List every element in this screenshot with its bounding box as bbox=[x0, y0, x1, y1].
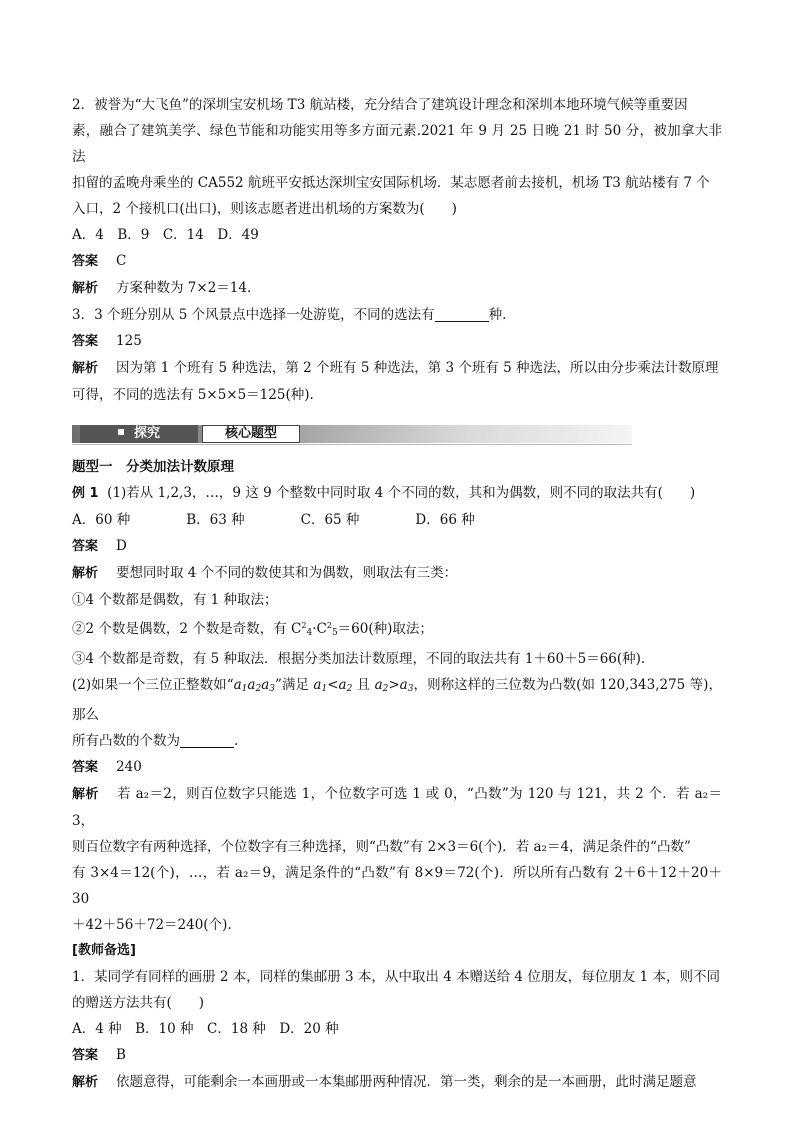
ex2-analysis-cont: ＋42＋56＋72＝240(个). bbox=[72, 917, 232, 933]
case2-dot: ·C bbox=[312, 621, 327, 637]
teacher-q1: 1．某同学有同样的画册 2 本，同样的集邮册 3 本，从中取出 4 本赠送给 4 位朋友，每位朋友 1 本，则不同 bbox=[72, 969, 720, 985]
square-bullet-icon bbox=[118, 429, 124, 435]
ex1-answer: D bbox=[116, 538, 127, 554]
answer-label: 答案 bbox=[72, 254, 99, 269]
q3-analysis-cont: 可得，不同的选法有 5×5×5＝125(种). bbox=[72, 387, 314, 403]
ex2-text: (2)如果一个三位正整数如“ bbox=[72, 677, 234, 693]
fill-blank bbox=[435, 307, 489, 322]
teacher-label: [教师备选] bbox=[72, 943, 136, 958]
type1-heading: 题型一 分类加法计数原理 bbox=[72, 459, 234, 475]
q3-analysis-row bbox=[72, 355, 722, 382]
answer-label: 答案 bbox=[72, 1048, 99, 1063]
comb-sup: 2 bbox=[326, 621, 332, 630]
ex1-stem bbox=[72, 480, 722, 507]
analysis-label: 解析 bbox=[72, 281, 99, 296]
q2-choices: A．4 B．9 C．14 D．49 bbox=[72, 227, 259, 243]
comb-sub: 4 bbox=[306, 628, 313, 638]
teacher-q1-choices: A．4 种 B．10 种 C．18 种 D．20 种 bbox=[72, 1021, 339, 1037]
ex2-answer: 240 bbox=[116, 759, 142, 775]
banner-tag-explore bbox=[80, 425, 198, 443]
q3-stem bbox=[72, 302, 722, 328]
ex1-choices bbox=[72, 507, 722, 533]
comb-sub: 5 bbox=[331, 628, 338, 638]
banner-tag-explore-text: 探究 bbox=[133, 426, 160, 441]
q2-analysis: 方案种数为 7×2＝14. bbox=[116, 280, 252, 296]
choice-b: B．63 种 bbox=[186, 512, 245, 528]
math-ineq1: $a_1<a_2$ bbox=[313, 677, 353, 694]
ex2-analysis-cont: 则百位数字有两种选择，个位数字有三种选择，则“凸数”有 2×3＝6(个)．若 a₂＝4，满足条件的“凸数” bbox=[72, 839, 691, 855]
ex2-text: ”满足 bbox=[275, 677, 314, 693]
ex1-case1: ①4 个数都是偶数，有 1 种取法； bbox=[72, 592, 278, 608]
choice-c: C．65 种 bbox=[300, 512, 360, 528]
q3-stem-text: 3．3 个班分别从 5 个风景点中选择一处游览，不同的选法有 bbox=[72, 307, 435, 323]
section-banner bbox=[72, 422, 722, 448]
teacher-answer-row bbox=[72, 1042, 722, 1069]
q2-line: 入口，2 个接机口(出口)，则该志愿者进出机场的方案数为( ) bbox=[72, 201, 457, 217]
q2-line: 2．被誉为“大飞鱼”的深圳宝安机场 T3 航站楼，充分结合了建筑设计理念和深圳本地环境气候等重要因 bbox=[72, 97, 688, 113]
document-page bbox=[72, 92, 722, 1096]
ex1-analysis: 要想同时取 4 个不同的数使其和为偶数，则取法有三类： bbox=[116, 565, 458, 581]
ex2-text: 且 bbox=[352, 677, 375, 693]
q2-line: 素，融合了建筑美学、绿色节能和功能实用等多方面元素.2021 年 9 月 25 日晚 21 时 50 分，被加拿大非法 bbox=[72, 123, 722, 165]
q3-analysis: 因为第 1 个班有 5 种选法，第 2 个班有 5 种选法，第 3 个班有 5 种选法，所以由分步乘法计数原理 bbox=[116, 360, 719, 376]
teacher-answer: B bbox=[116, 1047, 126, 1063]
ex1-analysis-row bbox=[72, 560, 722, 587]
case2-end: ＝60(种)取法； bbox=[337, 621, 433, 637]
ex1-case2 bbox=[72, 613, 722, 646]
teacher-q1-cont: 的赠送方法共有( ) bbox=[72, 995, 205, 1011]
choice-a: A．60 种 bbox=[72, 512, 131, 528]
analysis-label: 解析 bbox=[72, 566, 99, 581]
ex2-answer-row bbox=[72, 754, 722, 781]
ex1-stem-text: (1)若从 1,2,3，…，9 这 9 个整数中同时取 4 个不同的数，其和为偶数，则不同的取法共有( ) bbox=[107, 485, 696, 501]
choice-d: D．66 种 bbox=[415, 512, 475, 528]
q3-answer-row bbox=[72, 328, 722, 355]
comb-sup: 2 bbox=[301, 621, 307, 630]
ex2-analysis-row bbox=[72, 781, 722, 834]
math-a1a2a3: $a_1a_2a_3$ bbox=[233, 677, 275, 694]
ex2-stem bbox=[72, 672, 722, 728]
q3-answer: 125 bbox=[116, 333, 142, 349]
q2-analysis-row bbox=[72, 275, 722, 302]
ex2-text: 所有凸数的个数为 bbox=[72, 733, 180, 749]
ex2-analysis: 若 a₂＝2，则百位数字只能选 1，个位数字可选 1 或 0，“凸数”为 120 与 121，共 2 个．若 a₂＝3， bbox=[72, 786, 722, 829]
fill-blank bbox=[180, 733, 234, 748]
banner-tag-core: 核心题型 bbox=[202, 425, 300, 443]
ex1-case3: ③4 个数都是奇数，有 5 种取法．根据分类加法计数原理，不同的取法共有 1＋60＋5＝66(种). bbox=[72, 651, 646, 667]
example-label: 例 1 bbox=[72, 486, 99, 501]
analysis-label: 解析 bbox=[72, 787, 99, 802]
q2-answer-row bbox=[72, 248, 722, 275]
q3-stem-end: 种. bbox=[488, 307, 507, 323]
analysis-label: 解析 bbox=[72, 361, 99, 376]
answer-label: 答案 bbox=[72, 539, 99, 554]
ex2-stem-cont: 所有凸数的个数为 . bbox=[72, 733, 239, 749]
banner-underline bbox=[72, 444, 632, 445]
q2-line: 扣留的孟晚舟乘坐的 CA552 航班平安抵达深圳宝安国际机场．某志愿者前去接机，机场 T3 航站楼有 7 个 bbox=[72, 175, 710, 191]
answer-label: 答案 bbox=[72, 760, 99, 775]
ex2-text: ，则称这样的三位数为凸数(如 120,343,275 等)，那么 bbox=[72, 677, 722, 723]
case2-text: ②2 个数是偶数，2 个数是奇数，有 C bbox=[72, 621, 302, 637]
teacher-analysis: 依题意得，可能剩余一本画册或一本集邮册两种情况．第一类，剩余的是一本画册，此时满足题意 bbox=[116, 1074, 697, 1090]
answer-label: 答案 bbox=[72, 334, 99, 349]
analysis-label: 解析 bbox=[72, 1075, 99, 1090]
math-ineq2: $a_2>a_3$ bbox=[374, 677, 414, 694]
teacher-analysis-row bbox=[72, 1069, 722, 1096]
q2-answer: C bbox=[116, 253, 127, 269]
ex2-analysis-cont: 有 3×4＝12(个)，…，若 a₂＝9，满足条件的“凸数”有 8×9＝72(个)．所以所有凸数有 2＋6＋12＋20＋30 bbox=[72, 865, 722, 907]
ex1-answer-row bbox=[72, 533, 722, 560]
